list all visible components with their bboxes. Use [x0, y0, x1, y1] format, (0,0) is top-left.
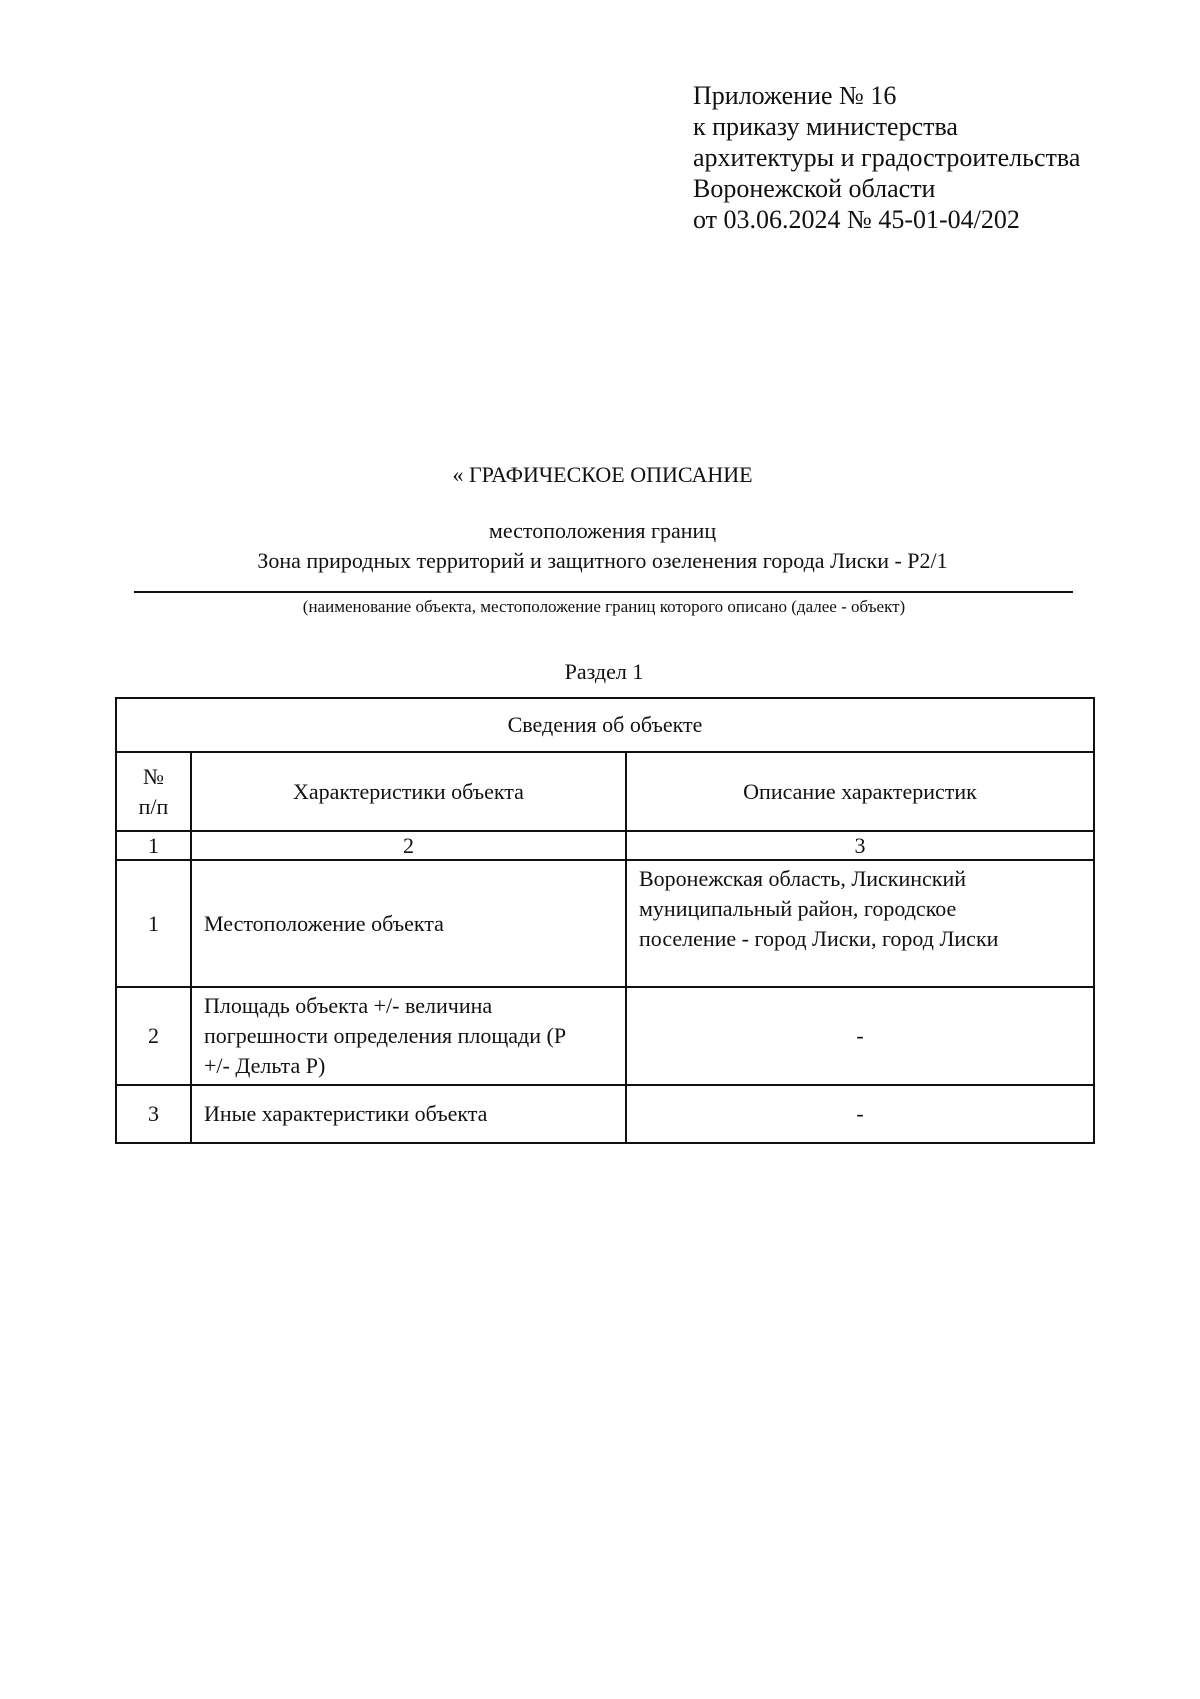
characteristic-line: погрешности определения площади (P [204, 1023, 567, 1048]
description-line: муниципальный район, городское [639, 896, 957, 921]
row-characteristic [191, 987, 626, 1085]
header-number-symbol: № [143, 763, 164, 789]
object-name: Зона природных территорий и защитного озеленения города Лиски - P2/1 [257, 548, 948, 573]
table-row [116, 860, 1094, 987]
characteristic-line: +/- Дельта P) [204, 1053, 326, 1078]
column-index: 2 [191, 831, 626, 860]
row-description [626, 860, 1094, 987]
appendix-header [693, 80, 1080, 235]
object-info-table [115, 697, 1095, 1144]
appendix-line: к приказу министерства [693, 112, 958, 141]
header-description: Описание характеристик [626, 752, 1094, 831]
document-title: « ГРАФИЧЕСКОЕ ОПИСАНИЕ [452, 462, 753, 487]
subtitle-line: местоположения границ [488, 518, 717, 543]
appendix-line: от 03.06.2024 № 45-01-04/202 [693, 205, 1020, 234]
column-index-row [116, 831, 1094, 860]
appendix-line: архитектуры и градостроительства [693, 143, 1081, 172]
description-line: поселение - город Лиски, город Лиски [639, 926, 999, 951]
row-number: 3 [116, 1085, 191, 1143]
object-caption: (наименование объекта, местоположение границ которого описано (далее - объект) [302, 597, 906, 616]
appendix-line: Воронежской области [693, 174, 936, 203]
column-index: 3 [626, 831, 1094, 860]
table-caption-row [116, 698, 1094, 752]
description-line: Воронежская область, Лискинский [639, 866, 967, 891]
table-row [116, 1085, 1094, 1143]
row-characteristic: Местоположение объекта [191, 860, 626, 987]
row-number: 1 [116, 860, 191, 987]
document-subtitle [0, 516, 1200, 576]
row-description: - [626, 1085, 1094, 1143]
appendix-line: Приложение № 16 [693, 81, 897, 110]
characteristic-line: Площадь объекта +/- величина [204, 993, 493, 1018]
section-label: Раздел 1 [564, 659, 644, 684]
header-number [116, 752, 191, 831]
header-characteristics: Характеристики объекта [191, 752, 626, 831]
row-number: 2 [116, 987, 191, 1085]
table-header-row [116, 752, 1094, 831]
row-characteristic: Иные характеристики объекта [191, 1085, 626, 1143]
column-index: 1 [116, 831, 191, 860]
header-number-abbrev: п/п [138, 793, 169, 819]
table-row [116, 987, 1094, 1085]
table-caption: Сведения об объекте [116, 698, 1094, 752]
object-name-underline [134, 591, 1073, 593]
row-description: - [626, 987, 1094, 1085]
